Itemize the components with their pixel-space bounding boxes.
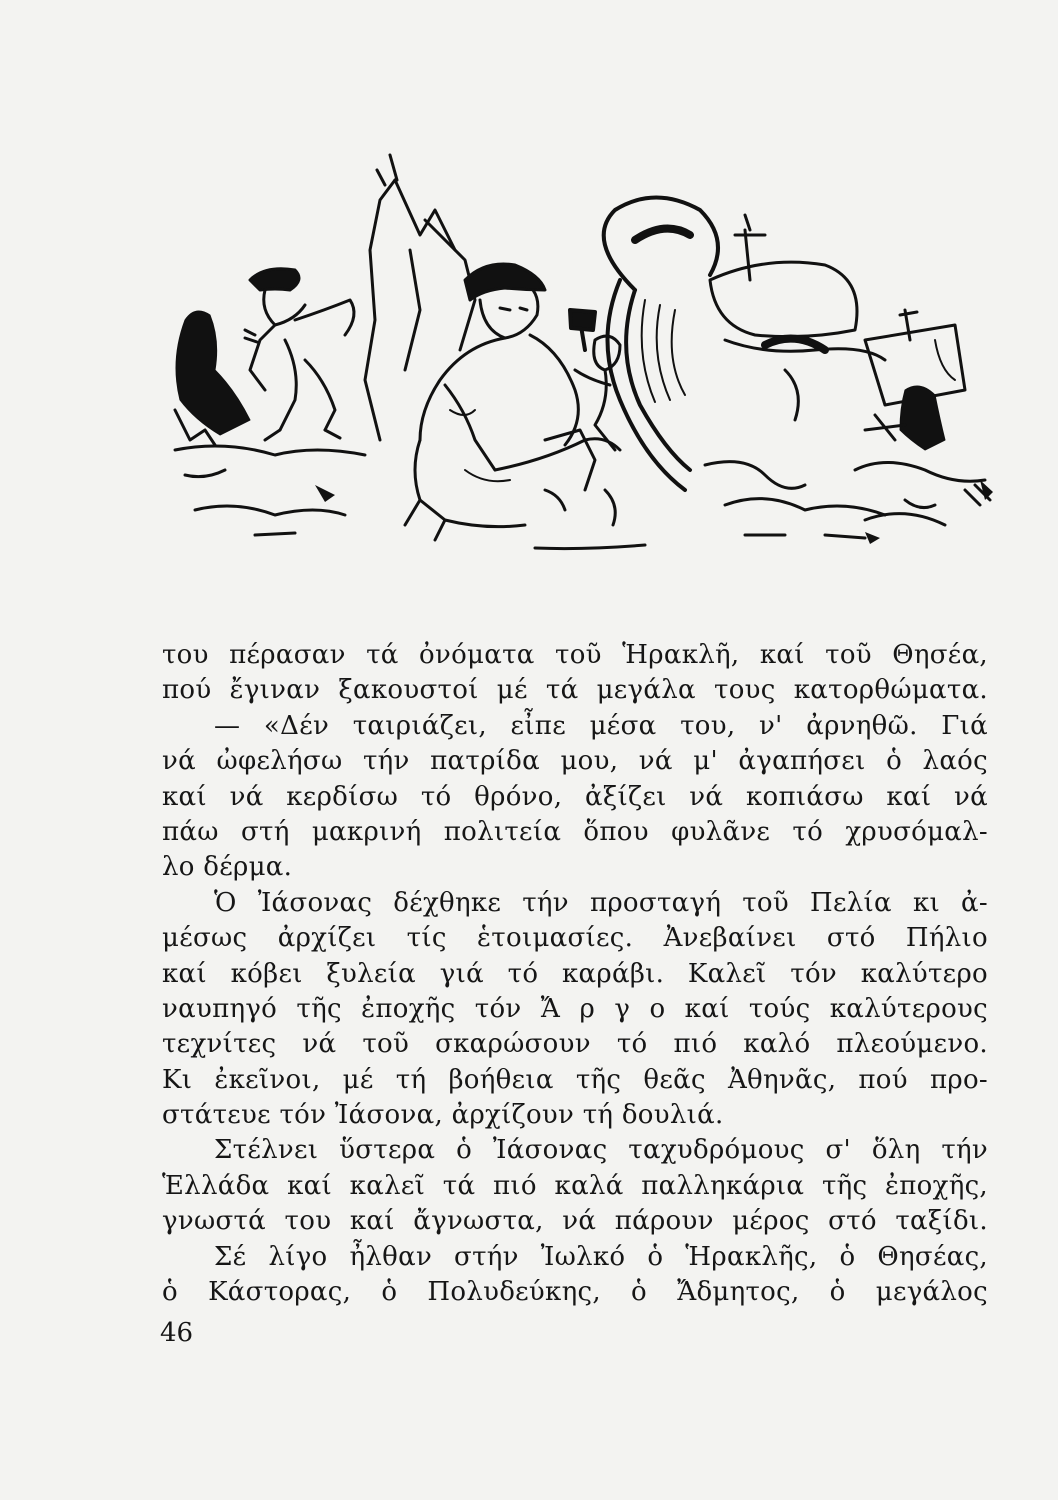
text-line: στάτευε τόν Ἰάσονα, ἀρχίζουν τή δουλιά.	[162, 1100, 724, 1131]
text-line: Στέλνει ὕστερα ὁ Ἰάσονας ταχυδρόμους σ' ὅλη τήν	[214, 1135, 988, 1166]
text-line: πάω στή μακρινή πολιτεία ὅπου φυλᾶνε τό χρυσόμαλ-	[162, 816, 988, 847]
text-line: — «Δέν ταιριάζει, εἶπε μέσα του, ν' ἀρνηθῶ. Γιά	[214, 710, 988, 741]
text-line: καί κόβει ξυλεία γιά τό καράβι. Καλεῖ τόν καλύτερο	[162, 958, 988, 989]
text-line: Ὁ Ἰάσονας δέχθηκε τήν προσταγή τοῦ Πελία κι ἀ-	[214, 887, 988, 918]
text-line: πού ἔγιναν ξακουστοί μέ τά μεγάλα τους κατορθώματα.	[162, 675, 988, 706]
text-line: ὁ Κάστορας, ὁ Πολυδεύκης, ὁ Ἄδμητος, ὁ μεγάλος	[162, 1277, 988, 1308]
text-line: τεχνίτες νά τοῦ σκαρώσουν τό πιό καλό πλεούμενο.	[162, 1029, 988, 1060]
page-number: 46	[160, 1318, 194, 1348]
text-line: νά ὠφελήσω τήν πατρίδα μου, νά μ' ἀγαπήσει ὁ λαός	[162, 746, 988, 777]
text-line: γνωστά του καί ἄγνωστα, νά πάρουν μέρος στό ταξίδι.	[162, 1206, 988, 1237]
text-line: Ἑλλάδα καί καλεῖ τά πιό καλά παλληκάρια τῆς ἐποχῆς,	[162, 1170, 988, 1201]
text-line: του πέρασαν τά ὀνόματα τοῦ Ἡρακλῆ, καί τοῦ Θησέα,	[162, 640, 988, 670]
text-line: λο δέρμα.	[162, 852, 293, 883]
body-text	[162, 638, 988, 1310]
argonauts-shipbuilding-illustration	[165, 140, 1000, 560]
text-line: Κι ἐκεῖνοι, μέ τή βοήθεια τῆς θεᾶς Ἀθηνᾶς, πού προ-	[162, 1064, 988, 1095]
text-line: Σέ λίγο ἦλθαν στήν Ἰωλκό ὁ Ἡρακλῆς, ὁ Θησέας,	[214, 1241, 988, 1272]
text-line: ναυπηγό τῆς ἐποχῆς τόν Ἄ ρ γ ο καί τούς καλύτερους	[162, 993, 988, 1024]
text-line: καί νά κερδίσω τό θρόνο, ἀξίζει νά κοπιάσω καί νά	[162, 781, 988, 812]
text-line: μέσως ἀρχίζει τίς ἑτοιμασίες. Ἀνεβαίνει στό Πήλιο	[162, 923, 988, 954]
